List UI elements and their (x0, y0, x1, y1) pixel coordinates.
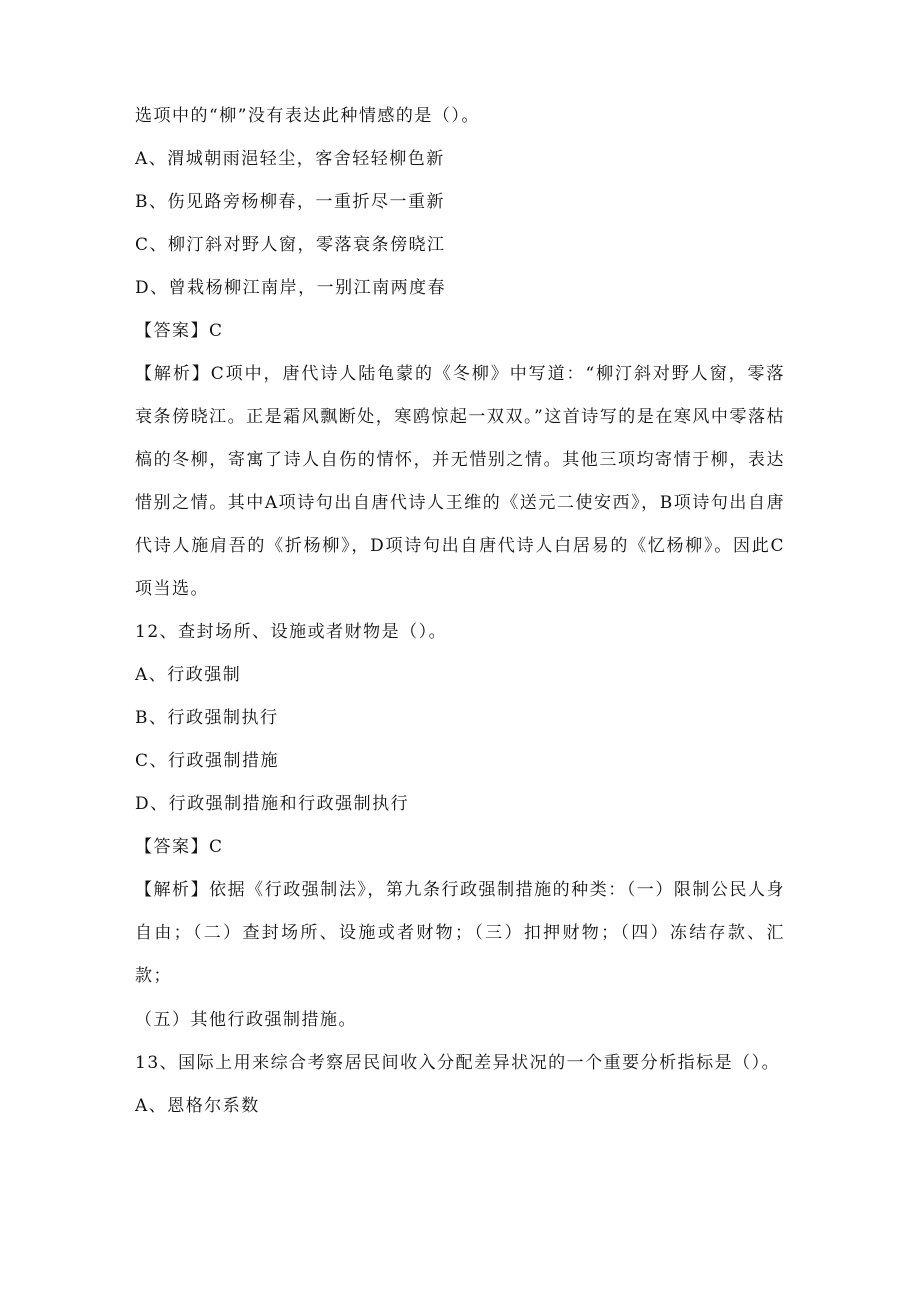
q11-option-c: C、柳汀斜对野人窗，零落衰条傍晓江 (135, 235, 446, 255)
q11-analysis: 【解析】C项中，唐代诗人陆龟蒙的《冬柳》中写道：“柳汀斜对野人窗，零落衰条傍晓江。正是霜风飘断处，寒鸥惊起一双双。”这首诗写的是在寒风中零落枯槁的冬柳，寄寓了诗人自伤的情怀，并无惜别之情。其他三项均寄情于柳，表达惜别之情。其中A项诗句出自唐代诗人王维的《送元二使安西》，B项诗句出自唐代诗人施肩吾的《折杨柳》，D项诗句出自唐代诗人白居易的《忆杨柳》。因此C项当选。 (135, 364, 785, 599)
q11-answer: 【答案】C (135, 321, 224, 341)
q12-option-b: B、行政强制执行 (135, 708, 279, 728)
q11-option-a: A、渭城朝雨浥轻尘，客舍轻轻柳色新 (135, 149, 445, 169)
q12-answer: 【答案】C (135, 837, 224, 857)
q12-option-a: A、行政强制 (135, 665, 242, 685)
q11-stem-tail: 选项中的“柳”没有表达此种情感的是（）。 (135, 106, 480, 126)
q12-analysis: 【解析】依据《行政强制法》，第九条行政强制措施的种类：（一）限制公民人身自由；（二）查封场所、设施或者财物；（三）扣押财物；（四）冻结存款、汇款； (135, 880, 785, 986)
q11-option-b: B、伤见路旁杨柳春，一重折尽一重新 (135, 192, 445, 212)
q12-stem: 12、查封场所、设施或者财物是（）。 (135, 622, 448, 642)
q11-option-d: D、曾栽杨柳江南岸，一别江南两度春 (135, 278, 447, 298)
q13-stem: 13、国际上用来综合考察居民间收入分配差异状况的一个重要分析指标是（）。 (135, 1053, 781, 1073)
q12-option-d: D、行政强制措施和行政强制执行 (135, 794, 410, 814)
q13-option-a: A、恩格尔系数 (135, 1096, 260, 1116)
q12-option-c: C、行政强制措施 (135, 751, 280, 771)
q12-analysis-tail: （五）其他行政强制措施。 (135, 1010, 357, 1030)
